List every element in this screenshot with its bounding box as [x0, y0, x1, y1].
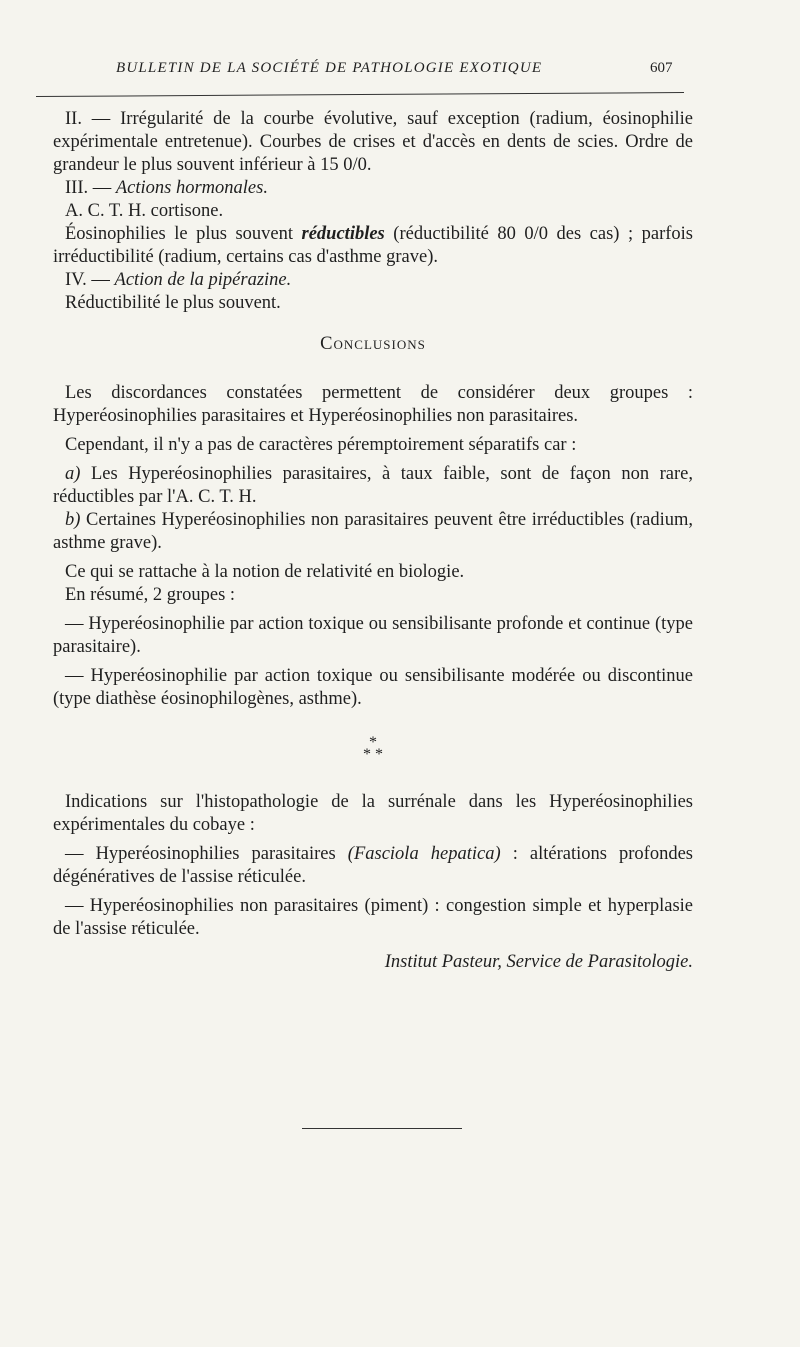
histopathology-item-2: — Hyperéosinophilies non parasitaires (piment) : congestion simple et hyperplasie de l'assise réticulée.	[53, 896, 693, 939]
section-iii-text-before: Éosinophilies le plus souvent	[65, 224, 293, 244]
item-b-label: b)	[65, 510, 81, 530]
conclusions-group-1: — Hyperéosinophilie par action toxique ou sensibilisante profonde et continue (type parasitaire).	[53, 614, 693, 657]
conclusions-group-2: — Hyperéosinophilie par action toxique ou sensibilisante modérée ou discontinue (type diathèse éosinophilogènes, asthme).	[53, 666, 693, 709]
section-iv-paragraph: Réductibilité le plus souvent.	[65, 293, 281, 313]
conclusions-paragraph-3: Ce qui se rattache à la notion de relativité en biologie.	[65, 562, 465, 582]
conclusions-paragraph-1: Les discordances constatées permettent de considérer deux groupes : Hyperéosinophilies parasitaires et Hyperéosinophilies non parasitaires.	[53, 383, 693, 426]
conclusions-heading: Conclusions	[320, 334, 426, 354]
histo-item-1-species: (Fasciola hepatica)	[347, 844, 501, 864]
asterism-top: *	[369, 734, 377, 751]
conclusions-item-b	[53, 509, 693, 555]
section-iii-text-after: (réductibilité 80 0/0 des cas) ; parfois irréductibilité (radium, certains cas d'asthme grave).	[53, 224, 693, 267]
section-iii-title: Actions hormonales.	[115, 178, 268, 198]
section-iii-paragraph	[53, 223, 693, 269]
header-rule	[36, 92, 684, 97]
acth-line: A. C. T. H. cortisone.	[65, 201, 224, 221]
running-head: BULLETIN DE LA SOCIÉTÉ DE PATHOLOGIE EXOTIQUE	[116, 60, 543, 76]
conclusions-item-a	[53, 463, 693, 509]
section-iii-emphasis: réductibles	[301, 224, 385, 244]
asterism-divider	[53, 734, 693, 763]
section-iv-label: IV. —	[65, 270, 110, 290]
histo-item-1-after: : altérations profondes dégénératives de l'assise réticulée.	[53, 844, 693, 887]
item-b-text: Certaines Hyperéosinophilies non parasitaires peuvent être irréductibles (radium, asthme grave).	[53, 510, 693, 553]
body-text	[53, 108, 693, 974]
section-ii-paragraph: II. — Irrégularité de la courbe évolutive, sauf exception (radium, éosinophilie expérimentale entretenue). Courbes de crises et d'accès en dents de scies. Ordre de grandeur le plus souvent inférieur à 15 0/0.	[53, 109, 693, 175]
histo-item-1-before: — Hyperéosinophilies parasitaires	[65, 844, 336, 864]
section-iii-label: III. —	[65, 178, 112, 198]
conclusions-paragraph-4: En résumé, 2 groupes :	[65, 585, 236, 605]
conclusions-paragraph-2: Cependant, il n'y a pas de caractères péremptoirement séparatifs car :	[65, 435, 577, 455]
section-iii-heading	[53, 177, 693, 200]
histopathology-intro: Indications sur l'histopathologie de la surrénale dans les Hyperéosinophilies expérimentales du cobaye :	[53, 792, 693, 835]
page-number: 607	[650, 60, 673, 76]
histopathology-item-1	[53, 843, 693, 889]
end-rule	[302, 1128, 462, 1129]
section-iv-title: Action de la pipérazine.	[114, 270, 292, 290]
item-a-label: a)	[65, 464, 81, 484]
signature: Institut Pasteur, Service de Parasitologie.	[384, 952, 693, 972]
section-iv-heading	[53, 269, 693, 292]
item-a-text: Les Hyperéosinophilies parasitaires, à taux faible, sont de façon non rare, réductibles par l'A. C. T. H.	[53, 464, 693, 507]
asterism-bottom: * *	[363, 746, 383, 763]
